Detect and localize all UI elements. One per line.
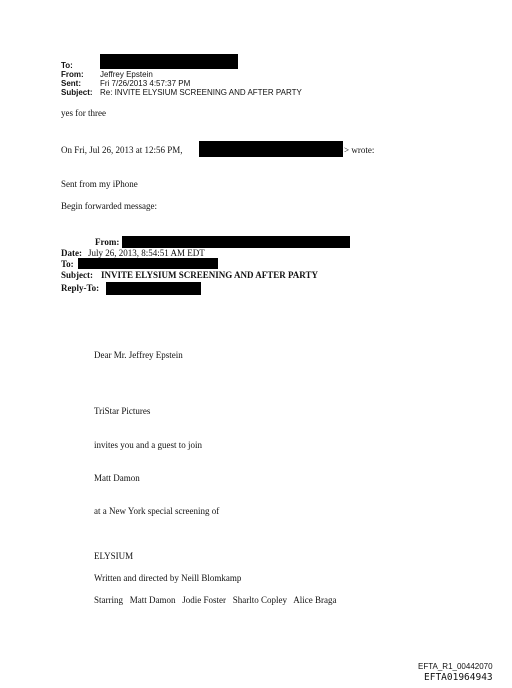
redaction-bar-fwd-from [122, 236, 350, 248]
film-credit: Written and directed by Neill Blomkamp [94, 573, 242, 583]
fwd-replyto-label: Reply-To: [61, 283, 100, 293]
bates-number-small: EFTA_R1_00442070 [418, 662, 493, 671]
subject-value: Re: INVITE ELYSIUM SCREENING AND AFTER PARTY [100, 88, 302, 97]
redaction-bar-to [100, 54, 238, 69]
fwd-date-label: Date: [61, 248, 82, 258]
from-label: From: [61, 70, 84, 79]
invitation-star: Matt Damon [94, 473, 140, 483]
sent-from-iphone: Sent from my iPhone [61, 179, 138, 189]
from-value: Jeffrey Epstein [100, 70, 153, 79]
to-label: To: [61, 61, 73, 70]
invitation-line: invites you and a guest to join [94, 440, 202, 450]
sent-label: Sent: [61, 79, 81, 88]
reply-text: yes for three [61, 108, 106, 118]
invitation-studio: TriStar Pictures [94, 406, 151, 416]
quote-prefix: On Fri, Jul 26, 2013 at 12:56 PM, [61, 145, 183, 155]
redaction-bar-fwd-to [78, 258, 218, 269]
redaction-bar-fwd-replyto [106, 282, 201, 295]
begin-forwarded: Begin forwarded message: [61, 201, 157, 211]
fwd-date-value: July 26, 2013, 8:54:51 AM EDT [88, 248, 205, 258]
redaction-bar-quote-sender [199, 141, 343, 157]
quote-suffix: > wrote: [344, 145, 375, 155]
fwd-subject-label: Subject: [61, 270, 93, 280]
fwd-from-label: From: [95, 237, 120, 247]
bates-number-large: EFTA01964943 [424, 672, 493, 683]
film-title: ELYSIUM [94, 551, 134, 561]
subject-label: Subject: [61, 88, 93, 97]
fwd-subject-value: INVITE ELYSIUM SCREENING AND AFTER PARTY [101, 270, 318, 280]
film-starring: Starring Matt Damon Jodie Foster Sharlto Copley Alice Braga [94, 595, 337, 605]
invitation-event: at a New York special screening of [94, 506, 220, 516]
sent-value: Fri 7/26/2013 4:57:37 PM [100, 79, 191, 88]
invitation-greeting: Dear Mr. Jeffrey Epstein [94, 350, 183, 360]
fwd-to-label: To: [61, 259, 74, 269]
